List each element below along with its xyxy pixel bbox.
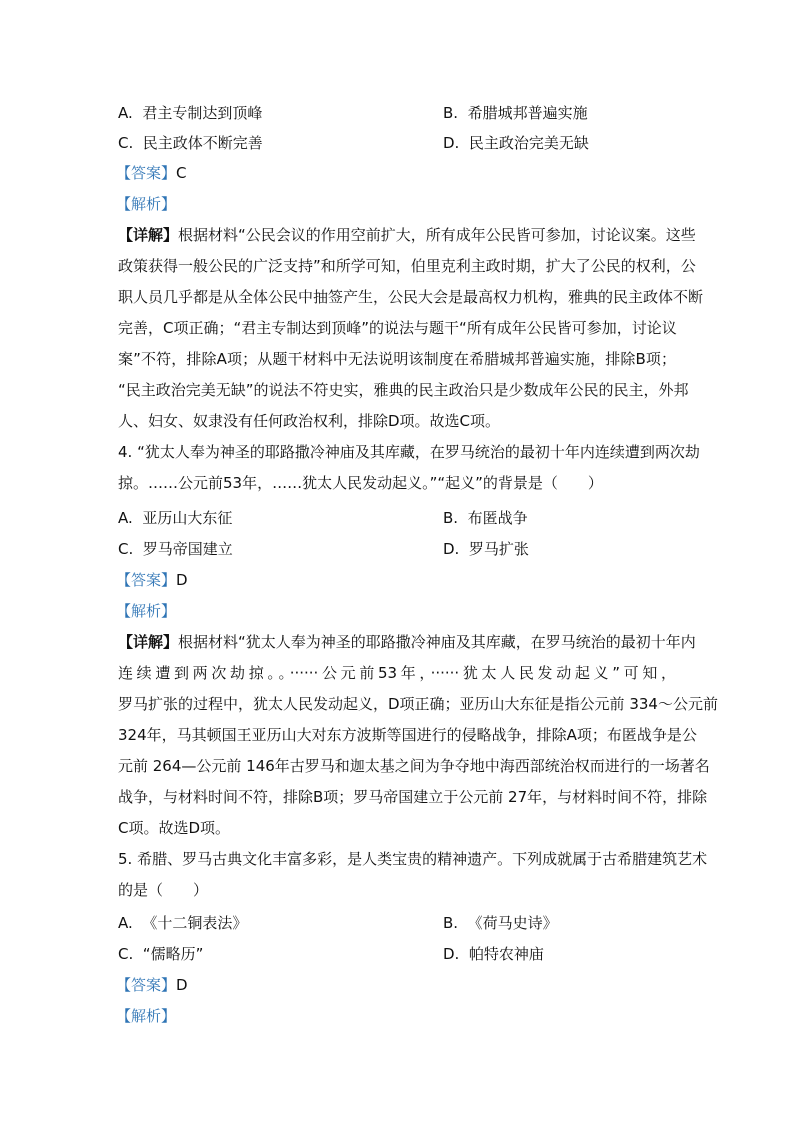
analysis-label: 【解析】 bbox=[116, 602, 177, 620]
detail-line: 人、妇女、奴隶没有任何政治权利，排除D项。故选C项。 bbox=[118, 412, 501, 430]
option-c bbox=[118, 943, 203, 965]
option-letter: A. bbox=[118, 509, 133, 527]
option-d bbox=[443, 943, 544, 965]
option-text: 《十二铜表法》 bbox=[142, 914, 248, 932]
detail-label: 【详解】 bbox=[118, 633, 179, 651]
answer-label: 【答案】 bbox=[116, 571, 177, 589]
option-text: 君主专制达到顶峰 bbox=[142, 104, 263, 122]
detail-line: 324年，马其顿国王亚历山大对东方波斯等国进行的侵略战争，排除A项；布匿战争是公 bbox=[118, 726, 697, 744]
analysis-line bbox=[116, 1005, 674, 1027]
question-stem: 4. “犹太人奉为神圣的耶路撒冷神庙及其库藏，在罗马统治的最初十年内连续遭到两次劫 bbox=[118, 443, 700, 461]
option-text: 希腊城邦普遍实施 bbox=[467, 104, 588, 122]
option-c bbox=[118, 132, 263, 154]
detail-line: C项。故选D项。 bbox=[118, 819, 231, 837]
question-stem: 掠。……公元前53年，……犹太人民发动起义。”“起义”的背景是（ ） bbox=[118, 474, 603, 492]
option-text: 帕特农神庙 bbox=[468, 945, 544, 963]
answer-label: 【答案】 bbox=[116, 976, 177, 994]
detail-line bbox=[118, 224, 696, 246]
analysis-label: 【解析】 bbox=[116, 195, 177, 213]
option-letter: D. bbox=[443, 945, 460, 963]
option-d bbox=[443, 538, 529, 560]
detail-line: 职人员几乎都是从全体公民中抽签产生，公民大会是最高权力机构，雅典的民主政体不断 bbox=[118, 288, 704, 306]
detail-line: 元前 264—公元前 146年古罗马和迦太基之间为争夺地中海西部统治权而进行的一场著名 bbox=[118, 757, 710, 775]
detail-line: 战争，与材料时间不符，排除B项；罗马帝国建立于公元前 27年，与材料时间不符，排除 bbox=[118, 788, 708, 806]
answer-value: D bbox=[176, 976, 188, 994]
option-text: “儒略历” bbox=[142, 945, 204, 963]
detail-text: 根据材料“犹太人奉为神圣的耶路撒冷神庙及其库藏，在罗马统治的最初十年内 bbox=[178, 633, 696, 651]
option-letter: C. bbox=[118, 134, 134, 152]
question-stem: 5. 希腊、罗马古典文化丰富多彩，是人类宝贵的精神遗产。下列成就属于古希腊建筑艺术 bbox=[118, 850, 708, 868]
option-text: 民主政体不断完善 bbox=[142, 134, 263, 152]
detail-line bbox=[118, 631, 696, 653]
detail-line: 政策获得一般公民的广泛支持”和所学可知，伯里克利主政时期，扩大了公民的权利，公 bbox=[118, 257, 696, 275]
option-letter: C. bbox=[118, 945, 134, 963]
option-a bbox=[118, 102, 262, 124]
option-letter: B. bbox=[443, 509, 459, 527]
option-text: 《荷马史诗》 bbox=[467, 914, 558, 932]
detail-line: 完善，C项正确；“君主专制达到顶峰”的说法与题干“所有成年公民皆可参加，讨论议 bbox=[118, 319, 677, 337]
option-text: 民主政治完美无缺 bbox=[468, 134, 589, 152]
option-letter: B. bbox=[443, 914, 459, 932]
option-a bbox=[118, 912, 247, 934]
option-letter: A. bbox=[118, 914, 133, 932]
option-b bbox=[443, 912, 558, 934]
option-letter: D. bbox=[443, 540, 460, 558]
option-b bbox=[443, 507, 528, 529]
answer-value: D bbox=[176, 571, 188, 589]
option-letter: B. bbox=[443, 104, 459, 122]
option-letter: D. bbox=[443, 134, 460, 152]
option-c bbox=[118, 538, 233, 560]
detail-line: 案”不符，排除A项；从题干材料中无法说明该制度在希腊城邦普遍实施，排除B项； bbox=[118, 350, 676, 368]
answer-line bbox=[116, 974, 674, 996]
option-letter: C. bbox=[118, 540, 134, 558]
analysis-line bbox=[116, 600, 674, 622]
option-a bbox=[118, 507, 232, 529]
option-d bbox=[443, 132, 589, 154]
detail-line: 连续遭到两次劫掠。。······公元前53年，······犹太人民发动起义”可知， bbox=[118, 664, 676, 682]
detail-label: 【详解】 bbox=[118, 226, 179, 244]
detail-line: “民主政治完美无缺”的说法不符史实，雅典的民主政治只是少数成年公民的民主，外邦 bbox=[118, 381, 689, 399]
analysis-line bbox=[116, 193, 674, 215]
analysis-label: 【解析】 bbox=[116, 1007, 177, 1025]
answer-value: C bbox=[176, 164, 187, 182]
option-letter: A. bbox=[118, 104, 133, 122]
answer-line bbox=[116, 162, 674, 184]
detail-text: 根据材料“公民会议的作用空前扩大，所有成年公民皆可参加，讨论议案。这些 bbox=[178, 226, 696, 244]
answer-label: 【答案】 bbox=[116, 164, 177, 182]
option-b bbox=[443, 102, 588, 124]
detail-line: 罗马扩张的过程中，犹太人民发动起义，D项正确；亚历山大东征是指公元前 334～公元前 bbox=[118, 695, 718, 713]
option-text: 罗马帝国建立 bbox=[142, 540, 233, 558]
question-stem: 的是（ ） bbox=[118, 881, 209, 899]
answer-line bbox=[116, 569, 674, 591]
option-text: 亚历山大东征 bbox=[142, 509, 233, 527]
option-text: 罗马扩张 bbox=[468, 540, 529, 558]
option-text: 布匿战争 bbox=[467, 509, 528, 527]
